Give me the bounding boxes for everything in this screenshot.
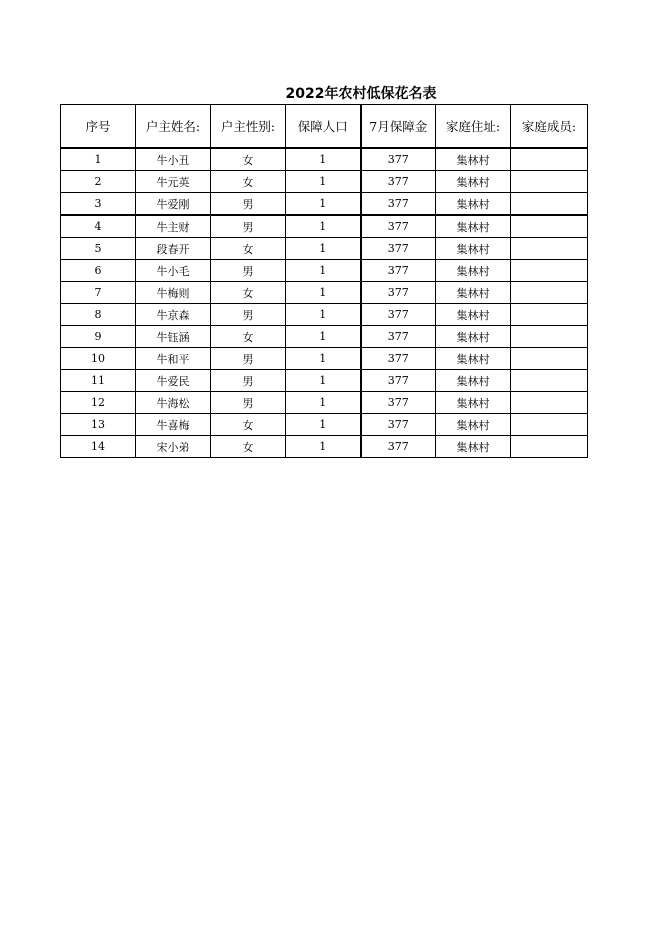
cell-family-members [511,215,588,238]
cell-head-name: 牛梅则 [136,282,211,304]
column-header-july-allowance: 7月保障金 [361,105,436,149]
cell-address: 集林村 [436,193,511,216]
cell-head-gender: 男 [211,348,286,370]
cell-head-name: 牛和平 [136,348,211,370]
cell-index: 5 [61,238,136,260]
cell-july-allowance: 377 [361,215,436,238]
cell-covered-people: 1 [286,436,361,458]
cell-index: 2 [61,171,136,193]
cell-head-gender: 女 [211,414,286,436]
table-row [61,348,588,370]
cell-july-allowance: 377 [361,238,436,260]
column-header-covered-people: 保障人口 [286,105,361,149]
cell-covered-people: 1 [286,148,361,171]
cell-head-gender: 男 [211,370,286,392]
cell-head-gender: 男 [211,215,286,238]
cell-head-name: 牛爱刚 [136,193,211,216]
cell-head-gender: 女 [211,238,286,260]
column-header-index: 序号 [61,105,136,149]
cell-head-gender: 男 [211,304,286,326]
cell-covered-people: 1 [286,260,361,282]
cell-family-members [511,171,588,193]
table-row [61,326,588,348]
cell-head-name: 牛钰涵 [136,326,211,348]
cell-address: 集林村 [436,392,511,414]
cell-family-members [511,282,588,304]
cell-july-allowance: 377 [361,392,436,414]
cell-family-members [511,436,588,458]
cell-family-members [511,370,588,392]
cell-covered-people: 1 [286,171,361,193]
cell-index: 4 [61,215,136,238]
cell-head-gender: 女 [211,282,286,304]
cell-index: 3 [61,193,136,216]
cell-covered-people: 1 [286,392,361,414]
cell-index: 13 [61,414,136,436]
cell-head-name: 牛京森 [136,304,211,326]
cell-covered-people: 1 [286,238,361,260]
cell-address: 集林村 [436,326,511,348]
cell-head-name: 牛爱民 [136,370,211,392]
cell-family-members [511,414,588,436]
table-row [61,238,588,260]
cell-index: 11 [61,370,136,392]
cell-july-allowance: 377 [361,260,436,282]
column-header-head-name: 户主姓名: [136,105,211,149]
cell-head-gender: 女 [211,148,286,171]
cell-head-name: 牛元英 [136,171,211,193]
table-row [61,148,588,171]
cell-july-allowance: 377 [361,436,436,458]
cell-july-allowance: 377 [361,171,436,193]
page-title: 2022年农村低保花名表 [285,86,437,102]
table-row [61,304,588,326]
cell-index: 12 [61,392,136,414]
cell-covered-people: 1 [286,193,361,216]
table-row [61,436,588,458]
table-row [61,282,588,304]
cell-covered-people: 1 [286,326,361,348]
cell-family-members [511,348,588,370]
cell-head-name: 牛海松 [136,392,211,414]
roster-table [60,104,588,458]
table-row [61,414,588,436]
cell-head-name: 牛小丑 [136,148,211,171]
cell-head-gender: 男 [211,193,286,216]
cell-address: 集林村 [436,148,511,171]
cell-address: 集林村 [436,215,511,238]
cell-covered-people: 1 [286,304,361,326]
cell-head-name: 牛小毛 [136,260,211,282]
table-row [61,171,588,193]
column-header-family-members: 家庭成员: [511,105,588,149]
cell-address: 集林村 [436,370,511,392]
cell-head-name: 宋小弟 [136,436,211,458]
cell-covered-people: 1 [286,282,361,304]
table-row [61,215,588,238]
cell-index: 14 [61,436,136,458]
cell-covered-people: 1 [286,414,361,436]
cell-july-allowance: 377 [361,414,436,436]
cell-family-members [511,326,588,348]
cell-family-members [511,392,588,414]
cell-head-gender: 男 [211,392,286,414]
table-row [61,370,588,392]
cell-july-allowance: 377 [361,193,436,216]
table-row [61,392,588,414]
cell-family-members [511,260,588,282]
cell-covered-people: 1 [286,215,361,238]
cell-july-allowance: 377 [361,326,436,348]
cell-address: 集林村 [436,304,511,326]
cell-july-allowance: 377 [361,148,436,171]
cell-index: 8 [61,304,136,326]
cell-address: 集林村 [436,260,511,282]
cell-covered-people: 1 [286,348,361,370]
table-row [61,260,588,282]
header-row [61,105,588,149]
cell-head-gender: 男 [211,260,286,282]
cell-july-allowance: 377 [361,348,436,370]
cell-head-name: 牛主财 [136,215,211,238]
cell-index: 9 [61,326,136,348]
table-row [61,193,588,216]
cell-address: 集林村 [436,436,511,458]
cell-index: 1 [61,148,136,171]
cell-july-allowance: 377 [361,370,436,392]
cell-family-members [511,193,588,216]
cell-july-allowance: 377 [361,282,436,304]
cell-head-name: 段春开 [136,238,211,260]
cell-address: 集林村 [436,238,511,260]
column-header-address: 家庭住址: [436,105,511,149]
cell-index: 10 [61,348,136,370]
cell-family-members [511,304,588,326]
cell-family-members [511,238,588,260]
cell-address: 集林村 [436,414,511,436]
cell-head-gender: 女 [211,436,286,458]
cell-address: 集林村 [436,171,511,193]
cell-index: 6 [61,260,136,282]
cell-index: 7 [61,282,136,304]
column-header-head-gender: 户主性别: [211,105,286,149]
cell-head-name: 牛喜梅 [136,414,211,436]
cell-covered-people: 1 [286,370,361,392]
cell-address: 集林村 [436,282,511,304]
cell-head-gender: 女 [211,326,286,348]
cell-head-gender: 女 [211,171,286,193]
cell-address: 集林村 [436,348,511,370]
cell-july-allowance: 377 [361,304,436,326]
cell-family-members [511,148,588,171]
